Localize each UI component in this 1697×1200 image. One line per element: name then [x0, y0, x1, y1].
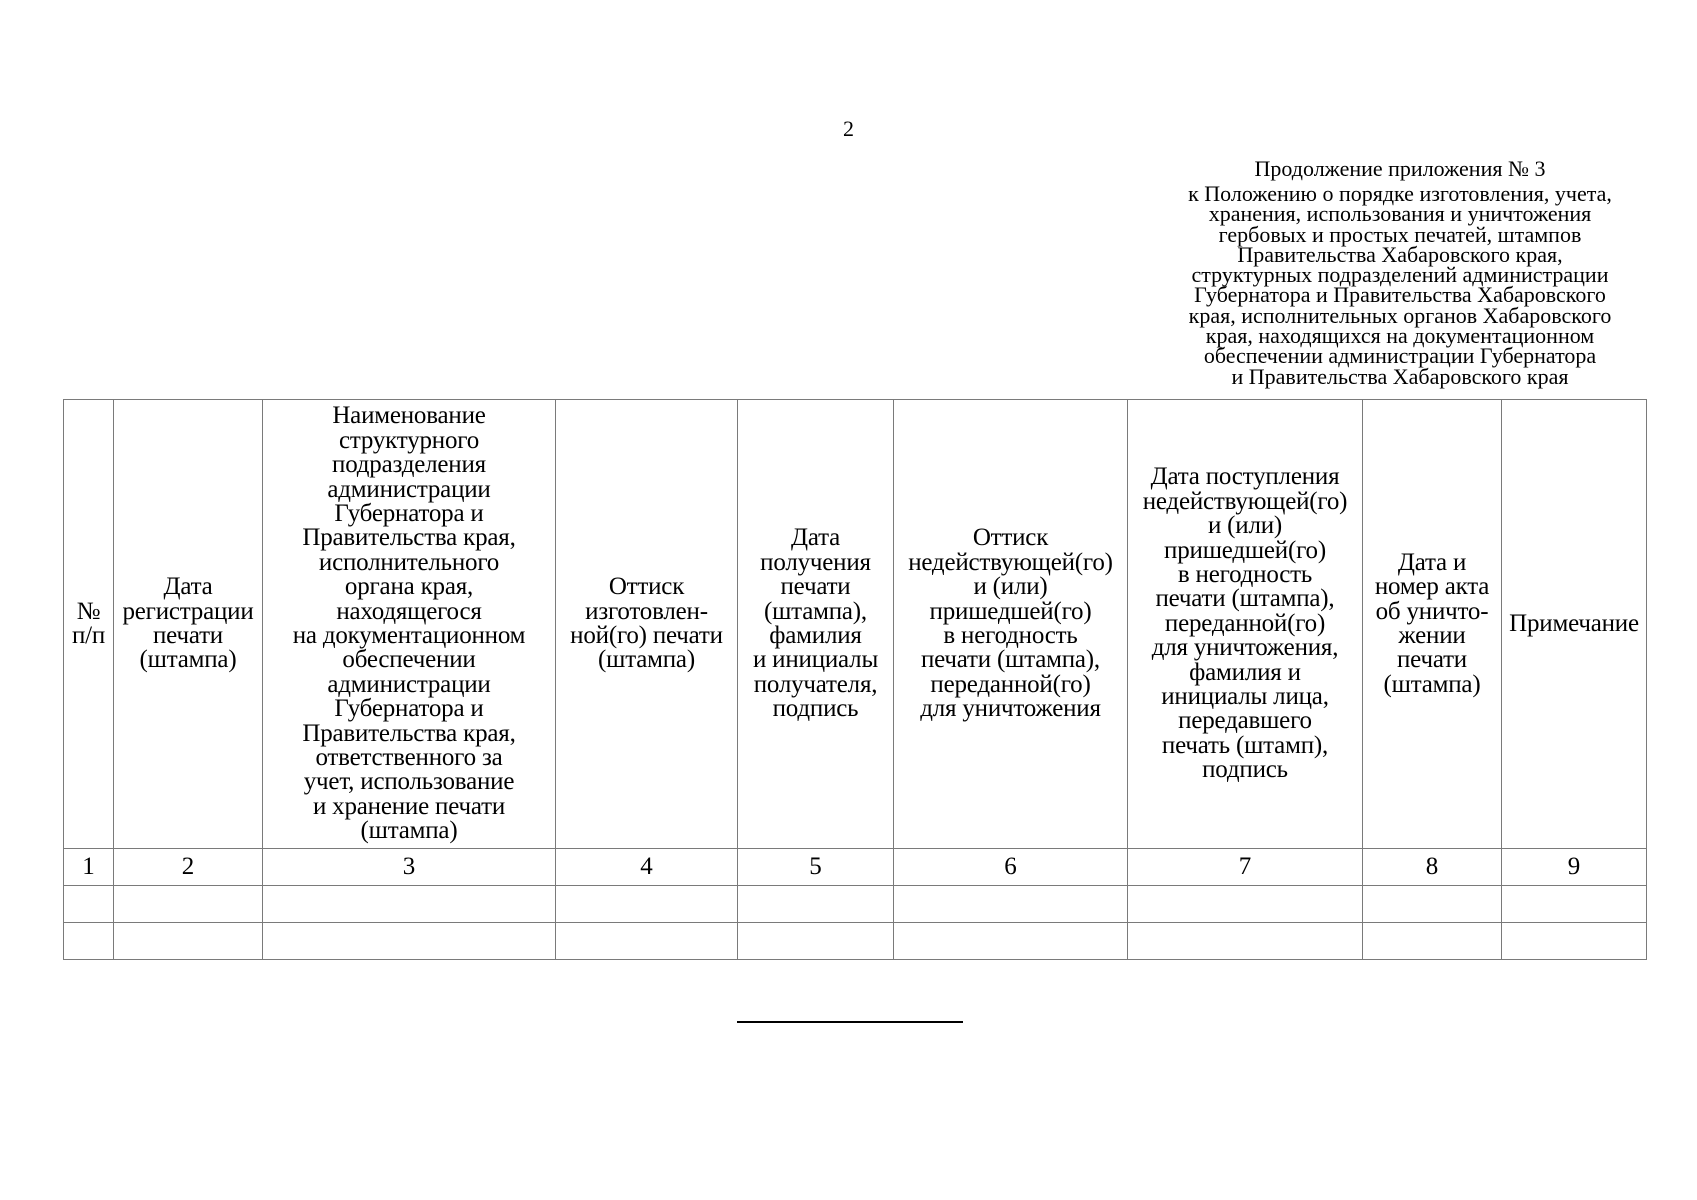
header-line: жении: [1398, 622, 1466, 649]
header-line: печати (штампа),: [920, 646, 1100, 674]
header-line: печать (штамп),: [1161, 731, 1329, 759]
appendix-line: гербовых и простых печатей, штампов: [1218, 221, 1582, 247]
appendix-title: Продолжение приложения № 3: [1254, 156, 1546, 181]
seal-register-table: [63, 399, 1647, 960]
header-line: номер акта: [1374, 573, 1490, 601]
header-line: Правительства края,: [302, 524, 516, 552]
header-line: исполнительного: [318, 548, 500, 576]
table-cell: [556, 923, 738, 960]
table-row: [64, 923, 1647, 960]
header-line: подразделения: [332, 451, 486, 479]
table-cell: [738, 886, 894, 923]
header-line: подпись: [772, 695, 859, 723]
header-line: печати: [153, 622, 223, 649]
header-line: (штампа): [1383, 670, 1481, 698]
header-line: пришедшей(го): [1164, 536, 1326, 564]
header-line: об уничто-: [1375, 597, 1489, 625]
column-number: 1: [64, 849, 114, 886]
table-cell: [894, 923, 1128, 960]
header-line: недействующей(го): [908, 548, 1113, 576]
header-line: регистрации: [122, 597, 254, 625]
end-rule: [737, 1021, 963, 1023]
table-cell: [64, 886, 114, 923]
table-cell: [1502, 923, 1647, 960]
header-invalid-seal-receipt-date: [1128, 400, 1363, 849]
table-row: [64, 886, 1647, 923]
appendix-line: края, исполнительных органов Хабаровского: [1188, 302, 1612, 328]
appendix-line: хранения, использования и уничтожения: [1208, 201, 1592, 227]
header-line: учет, использование: [303, 768, 515, 796]
table-cell: [894, 886, 1128, 923]
table-cell: [263, 886, 556, 923]
column-number: 3: [263, 849, 556, 886]
table-cell: [263, 923, 556, 960]
header-line: ной(го) печати: [570, 622, 723, 649]
column-number: 6: [894, 849, 1128, 886]
header-line: Примечание: [1509, 609, 1639, 637]
header-line: фамилия: [769, 622, 862, 649]
header-line: (штампа): [360, 817, 458, 845]
column-number: 4: [556, 849, 738, 886]
table-cell: [556, 886, 738, 923]
header-destruction-act: [1363, 400, 1502, 849]
header-line: в негодность: [1177, 560, 1313, 588]
header-line: Оттиск: [972, 524, 1049, 552]
header-line: №: [76, 597, 101, 625]
header-line: структурного: [338, 426, 480, 454]
header-seal-imprint: [556, 400, 738, 849]
table-cell: [1128, 886, 1363, 923]
header-line: переданной(го): [930, 670, 1091, 698]
header-line: инициалы лица,: [1161, 683, 1329, 711]
header-line: Дата и: [1397, 548, 1467, 576]
header-line: на документационном: [292, 622, 526, 649]
header-line: в негодность: [943, 622, 1078, 649]
header-line: Правительства края,: [302, 719, 516, 747]
table-cell: [114, 923, 263, 960]
appendix-line: Губернатора и Правительства Хабаровского: [1194, 282, 1606, 308]
header-line: подпись: [1202, 756, 1288, 784]
page-number: 2: [843, 116, 854, 141]
header-line: ответственного за: [315, 744, 503, 772]
header-row: [64, 400, 1647, 849]
header-line: для уничтожения: [920, 695, 1101, 723]
header-line: и инициалы: [752, 646, 879, 674]
header-line: печати: [780, 573, 851, 601]
header-line: передавшего: [1178, 707, 1312, 735]
header-line: недействующей(го): [1142, 487, 1348, 515]
appendix-line: к Положению о порядке изготовления, учета,: [1188, 181, 1612, 206]
appendix-line: обеспечении администрации Губернатора: [1203, 343, 1597, 369]
header-line: получателя,: [753, 670, 878, 698]
table-cell: [1128, 923, 1363, 960]
header-line: и хранение печати: [312, 792, 506, 820]
header-line: администрации: [327, 475, 491, 503]
header-line: и (или): [1207, 512, 1283, 540]
header-department-name: [263, 400, 556, 849]
header-line: находящегося: [336, 597, 482, 625]
header-line: Наименование: [332, 402, 486, 430]
header-line: для уничтожения,: [1151, 634, 1339, 662]
header-line: администрации: [327, 670, 491, 698]
column-number: 7: [1128, 849, 1363, 886]
column-number: 2: [114, 849, 263, 886]
header-note: [1502, 400, 1647, 849]
header-line: получения: [760, 548, 871, 576]
table-cell: [1363, 886, 1502, 923]
header-line: Дата: [163, 573, 213, 601]
column-number: 9: [1502, 849, 1647, 886]
appendix-line: Правительства Хабаровского края,: [1237, 241, 1563, 267]
header-registration-date: [114, 400, 263, 849]
header-invalid-seal-imprint: [894, 400, 1128, 849]
column-number: 8: [1363, 849, 1502, 886]
appendix-line: края, находящихся на документационном: [1205, 323, 1595, 349]
header-line: печати: [1397, 646, 1467, 674]
header-line: Губернатора и: [334, 695, 484, 723]
column-number-row: [64, 849, 1647, 886]
table-cell: [1502, 886, 1647, 923]
header-line: п/п: [71, 622, 106, 649]
header-line: (штампа): [598, 646, 695, 674]
appendix-reference: [1150, 156, 1650, 387]
table-cell: [64, 923, 114, 960]
header-line: пришедшей(го): [929, 597, 1092, 625]
column-number: 5: [738, 849, 894, 886]
header-line: Дата: [790, 524, 841, 552]
appendix-line: и Правительства Хабаровского края: [1231, 363, 1569, 389]
table-cell: [1363, 923, 1502, 960]
header-line: (штампа): [139, 646, 237, 674]
header-line: органа края,: [344, 573, 474, 601]
header-line: печати (штампа),: [1155, 585, 1335, 613]
header-receipt-date: [738, 400, 894, 849]
table-cell: [738, 923, 894, 960]
header-line: обеспечении: [342, 646, 476, 674]
header-line: фамилия и: [1189, 658, 1301, 686]
header-line: Оттиск: [608, 573, 685, 601]
appendix-line: структурных подразделений администрации: [1191, 262, 1609, 288]
header-number: [64, 400, 114, 849]
header-line: (штампа),: [764, 597, 867, 625]
header-line: и (или): [973, 573, 1048, 601]
header-line: Дата поступления: [1150, 463, 1340, 491]
table-cell: [114, 886, 263, 923]
header-line: переданной(го): [1164, 609, 1326, 637]
header-line: Губернатора и: [334, 499, 484, 527]
header-line: изготовлен-: [585, 597, 708, 625]
